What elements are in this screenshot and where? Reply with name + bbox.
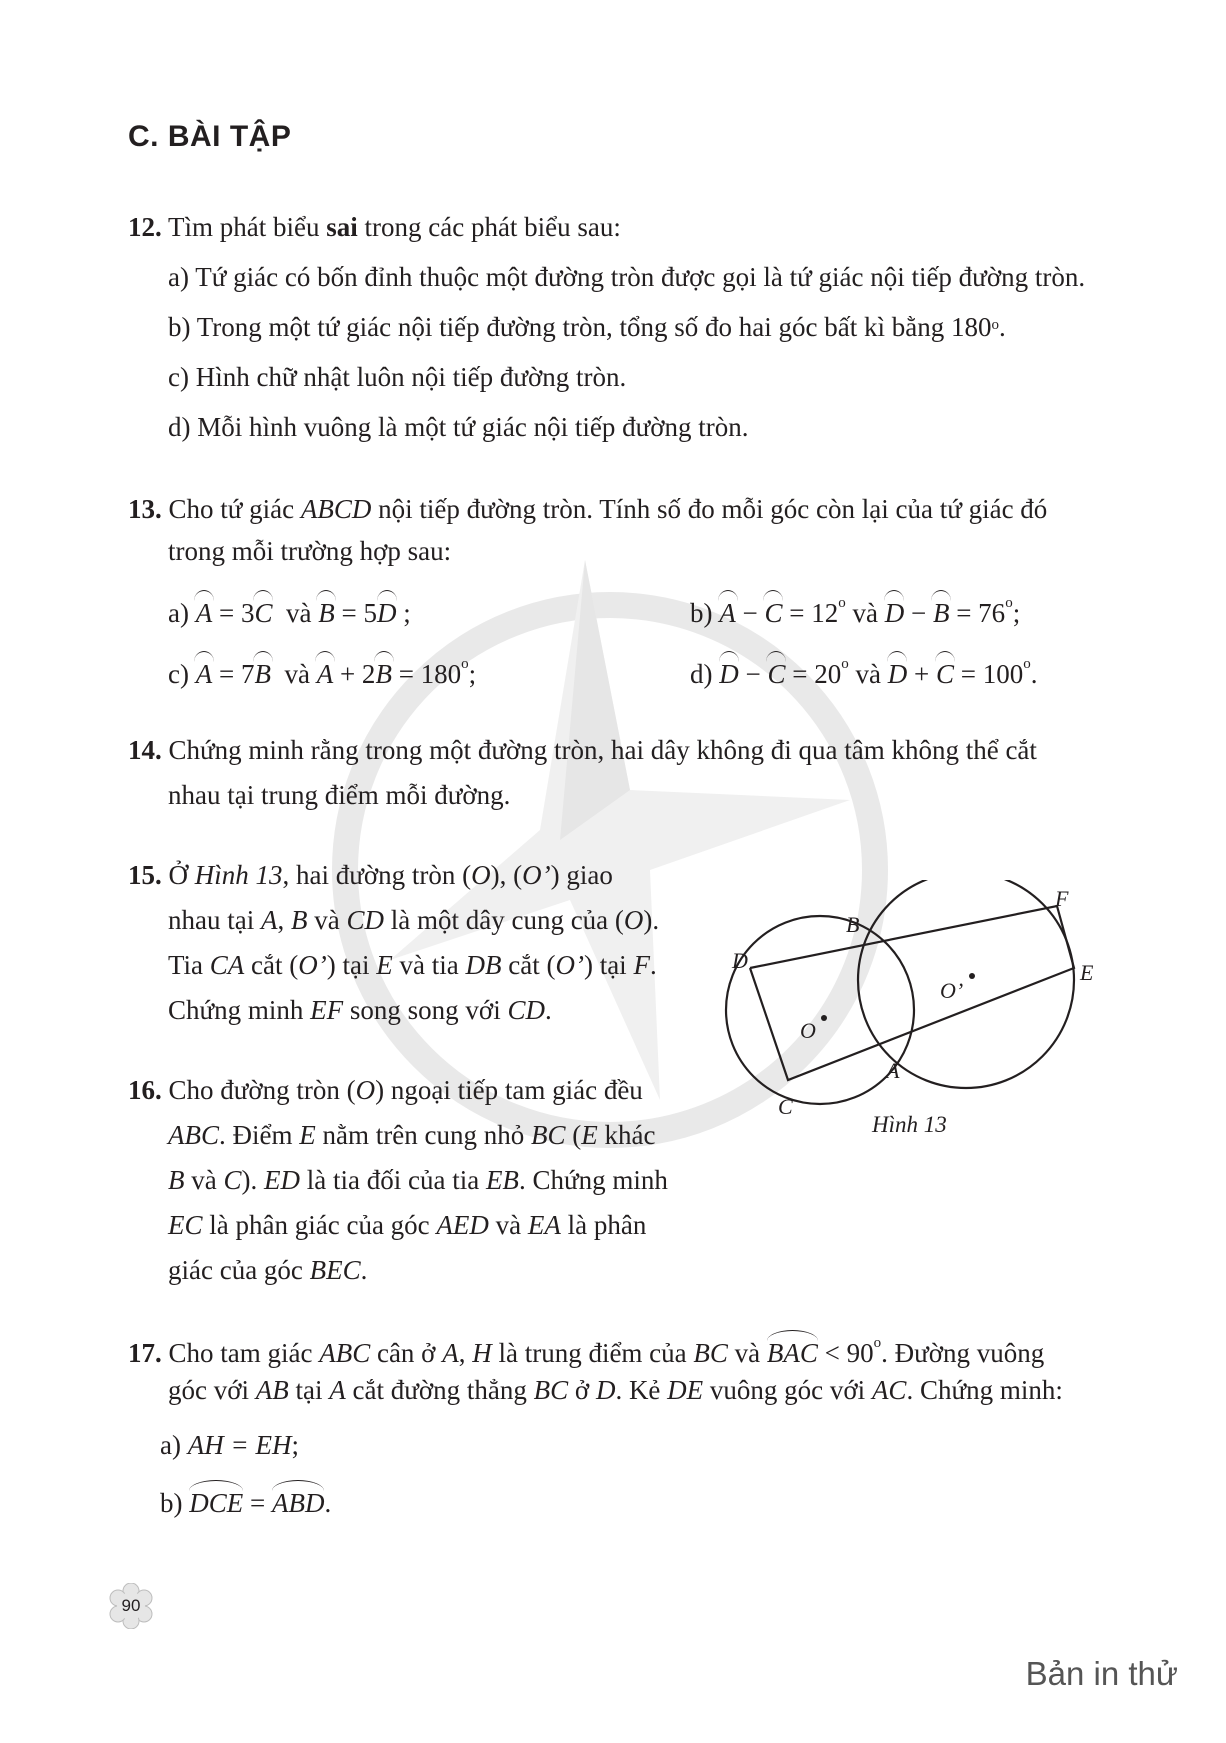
- math: ED: [264, 1165, 300, 1195]
- text: .: [324, 1488, 332, 1518]
- exercise-number: 15.: [128, 860, 162, 890]
- angle: B: [933, 588, 950, 630]
- text: Tia: [168, 950, 210, 980]
- degree: o: [1005, 595, 1013, 611]
- text: ) tại: [326, 950, 377, 980]
- text: Tìm phát biểu: [168, 212, 327, 242]
- math: O: [623, 905, 644, 935]
- center-o-prime-dot: [969, 973, 975, 979]
- text: ;: [291, 1430, 299, 1460]
- label-e: E: [1080, 960, 1094, 985]
- exercise-12-option-b: [168, 310, 1006, 344]
- angle: D: [885, 588, 905, 630]
- text: ), (: [490, 860, 523, 890]
- text: cắt đường thẳng: [345, 1375, 534, 1405]
- math: ABC: [168, 1120, 219, 1150]
- exercise-number: 13.: [128, 494, 162, 524]
- draft-notice: Bản in thử: [1025, 1655, 1178, 1692]
- label: b): [160, 1488, 190, 1518]
- math: O’: [555, 950, 584, 980]
- angle: DCE: [189, 1478, 243, 1520]
- text: . Chứng minh:: [906, 1375, 1063, 1405]
- angle: A: [719, 588, 736, 630]
- math: BC: [530, 1120, 566, 1150]
- label: c): [168, 659, 189, 689]
- text: song song với: [343, 995, 508, 1025]
- exercise-12-option-d: d) Mỗi hình vuông là một tứ giác nội tiếp đường tròn.: [168, 412, 749, 442]
- math: AB: [255, 1375, 289, 1405]
- math: B: [168, 1165, 185, 1195]
- text: Cho đường tròn (: [168, 1075, 356, 1105]
- circle-o-prime: [858, 880, 1074, 1088]
- text: và: [284, 659, 310, 689]
- label: a): [168, 598, 189, 628]
- text: và: [307, 905, 347, 935]
- figure-ref: Hình 13: [194, 860, 283, 890]
- text: ) tại: [583, 950, 634, 980]
- exercise-17-part-a: [160, 1428, 299, 1462]
- math: BC: [693, 1338, 728, 1368]
- text: và: [855, 659, 881, 689]
- exercise-12-option-a: a) Tứ giác có bốn đỉnh thuộc một đường tròn được gọi là tứ giác nội tiếp đường tròn.: [168, 262, 1086, 292]
- text: và: [488, 1210, 528, 1240]
- math: EB: [485, 1165, 519, 1195]
- angle: A: [196, 649, 213, 691]
- text: −: [910, 598, 927, 628]
- exercise-15-line2: [168, 903, 659, 937]
- math: C: [223, 1165, 242, 1195]
- text: = 12: [789, 598, 839, 628]
- text: cắt (: [501, 950, 556, 980]
- label: b): [690, 598, 713, 628]
- text: ;: [468, 659, 477, 689]
- math: O: [471, 860, 491, 890]
- math: EF: [310, 995, 344, 1025]
- text: Cho tam giác: [168, 1338, 320, 1368]
- text: cân ở: [370, 1338, 443, 1368]
- math: ABC: [319, 1338, 371, 1368]
- exercise-14-line2: nhau tại trung điểm mỗi đường.: [168, 780, 511, 810]
- math: B: [290, 905, 308, 935]
- text: và tia: [392, 950, 466, 980]
- math: O: [355, 1075, 376, 1105]
- math: E: [299, 1120, 316, 1150]
- figure-caption: Hình 13: [872, 1112, 947, 1137]
- math: EC: [168, 1210, 203, 1240]
- text: vuông góc với: [703, 1375, 872, 1405]
- exercise-13-case-d: [690, 649, 1037, 691]
- degree: o: [873, 1335, 882, 1351]
- math: E: [581, 1120, 598, 1150]
- text: ).: [643, 905, 660, 935]
- text: nằm trên cung nhỏ: [315, 1120, 531, 1150]
- text: và: [285, 598, 312, 628]
- text: .: [649, 950, 657, 980]
- text: Chứng minh: [168, 995, 311, 1025]
- exercise-number: 14.: [128, 735, 162, 765]
- angle: C: [936, 649, 954, 691]
- text: trong các phát biểu sau:: [357, 212, 621, 242]
- text: tại: [288, 1375, 330, 1405]
- math: D: [595, 1375, 616, 1405]
- exercise-number: 12.: [128, 212, 162, 242]
- text: .: [1030, 659, 1038, 689]
- exercise-17-line2: [168, 1373, 1063, 1407]
- math: DB: [465, 950, 502, 980]
- angle: D: [888, 649, 908, 691]
- math: BC: [533, 1375, 569, 1405]
- text: = 7: [218, 659, 255, 689]
- math: CA: [209, 950, 245, 980]
- exercise-12-intro: [128, 210, 621, 244]
- angle: BAC: [767, 1328, 818, 1370]
- angle: C: [767, 649, 785, 691]
- exercise-16-line2: [168, 1118, 655, 1152]
- math: H: [472, 1338, 492, 1368]
- exercise-13-case-c: [168, 649, 476, 691]
- math: AED: [436, 1210, 489, 1240]
- text: = 5: [341, 598, 377, 628]
- exercise-14-line1: [128, 733, 1037, 767]
- emphasis: sai: [326, 212, 358, 242]
- math: F: [633, 950, 650, 980]
- text: , hai đường tròn (: [282, 860, 472, 890]
- degree: o: [841, 656, 849, 672]
- math: A: [442, 1338, 459, 1368]
- text: ).: [241, 1165, 264, 1195]
- math: AC: [871, 1375, 907, 1405]
- angle: D: [377, 588, 397, 630]
- text: ;: [1012, 598, 1021, 628]
- math: ABCD: [300, 494, 372, 524]
- exercise-16-line5: [168, 1253, 367, 1287]
- exercise-16-line4: [168, 1208, 646, 1242]
- exercise-13-case-b: [690, 588, 1020, 630]
- text: .: [360, 1255, 368, 1285]
- text: −: [742, 598, 758, 628]
- label-o: O: [800, 1018, 816, 1043]
- exercise-13-line2: trong mỗi trường hợp sau:: [168, 536, 452, 566]
- degree: o: [1023, 656, 1031, 672]
- exercise-15-line1: [128, 858, 613, 892]
- angle: ABD: [272, 1478, 324, 1520]
- exercise-17-line1: [128, 1328, 1044, 1370]
- text: . Chứng minh: [518, 1165, 668, 1195]
- text: . Điểm: [219, 1120, 300, 1150]
- text: = 76: [956, 598, 1006, 628]
- exercise-16-line3: [168, 1163, 668, 1197]
- figure-13-diagram: [720, 880, 1120, 1120]
- exercise-15-line3: [168, 948, 657, 982]
- math: BEC: [309, 1255, 361, 1285]
- label-d: D: [732, 948, 748, 973]
- page-number-badge: [108, 1583, 154, 1629]
- text: =: [243, 1488, 272, 1518]
- text: góc với: [168, 1375, 256, 1405]
- text: ) ngoại tiếp tam giác đều: [375, 1075, 643, 1105]
- text: giác của góc: [168, 1255, 310, 1285]
- label-a: A: [886, 1058, 900, 1083]
- angle: A: [317, 649, 334, 691]
- text: . Đường vuông: [881, 1338, 1045, 1368]
- section-heading: C. BÀI TẬP: [128, 120, 292, 153]
- text: = 3: [218, 598, 255, 628]
- text: −: [745, 659, 761, 689]
- exercise-number: 16.: [128, 1075, 162, 1105]
- math: E: [376, 950, 393, 980]
- exercise-15-line4: [168, 993, 552, 1027]
- math: CD: [346, 905, 384, 935]
- label: a): [160, 1430, 188, 1460]
- degree: o: [461, 656, 469, 672]
- angle: B: [375, 649, 392, 691]
- angle: D: [719, 649, 739, 691]
- exercise-13-line1: [128, 492, 1047, 526]
- text: + 2: [339, 659, 376, 689]
- text: là phân giác của góc: [202, 1210, 437, 1240]
- exercise-16-line1: [128, 1073, 643, 1107]
- text: ) giao: [550, 860, 613, 890]
- text: .: [544, 995, 552, 1025]
- math: AH = EH: [187, 1430, 292, 1460]
- label-f: F: [1055, 886, 1069, 911]
- text: .: [999, 312, 1006, 342]
- exercise-number: 17.: [128, 1338, 162, 1368]
- center-o-dot: [821, 1015, 827, 1021]
- math: O’: [298, 950, 327, 980]
- text: (: [565, 1120, 582, 1150]
- text: là phân: [560, 1210, 647, 1240]
- label-b: B: [846, 912, 860, 937]
- text: cắt (: [244, 950, 299, 980]
- text: và: [852, 598, 878, 628]
- exercise-17-part-b: [160, 1478, 331, 1520]
- text: = 20: [792, 659, 842, 689]
- label-o-prime: O’: [940, 978, 964, 1003]
- text: khác: [597, 1120, 656, 1150]
- text: ở: [568, 1375, 596, 1405]
- text: ;: [403, 598, 411, 628]
- text: nhau tại: [168, 905, 261, 935]
- text: Chứng minh rằng trong một đường tròn, hai dây không đi qua tâm không thể cắt: [168, 735, 1037, 765]
- angle: C: [764, 588, 782, 630]
- math: A: [260, 905, 278, 935]
- text: Ở: [168, 860, 195, 890]
- angle: C: [254, 588, 272, 630]
- math: DE: [667, 1375, 704, 1405]
- degree: o: [991, 317, 999, 333]
- exercise-13-case-a: [168, 588, 411, 630]
- angle: A: [196, 588, 213, 630]
- math: EA: [527, 1210, 561, 1240]
- text: b) Trong một tứ giác nội tiếp đường tròn, tổng số đo hai góc bất kì bằng 180: [168, 312, 992, 342]
- angle: B: [254, 649, 271, 691]
- text: ,: [277, 905, 291, 935]
- text: Cho tứ giác: [168, 494, 301, 524]
- math: O’: [522, 860, 551, 890]
- math: CD: [507, 995, 545, 1025]
- text: là một dây cung của (: [383, 905, 624, 935]
- text: là tia đối của tia: [300, 1165, 486, 1195]
- text: . Kẻ: [615, 1375, 668, 1405]
- exercise-12-option-c: c) Hình chữ nhật luôn nội tiếp đường tròn.: [168, 362, 627, 392]
- text: = 180: [398, 659, 462, 689]
- text: = 100: [960, 659, 1024, 689]
- text: ,: [458, 1338, 473, 1368]
- label: d): [690, 659, 713, 689]
- text: < 90: [817, 1338, 874, 1368]
- angle: B: [318, 588, 335, 630]
- page-number: 90: [121, 1596, 141, 1615]
- text: và: [727, 1338, 767, 1368]
- text: nội tiếp đường tròn. Tính số đo mỗi góc còn lại của tứ giác đó: [371, 494, 1048, 524]
- text: là trung điểm của: [491, 1338, 694, 1368]
- text: +: [913, 659, 930, 689]
- text: và: [184, 1165, 224, 1195]
- label-c: C: [778, 1094, 793, 1119]
- math: A: [329, 1375, 346, 1405]
- degree: o: [838, 595, 846, 611]
